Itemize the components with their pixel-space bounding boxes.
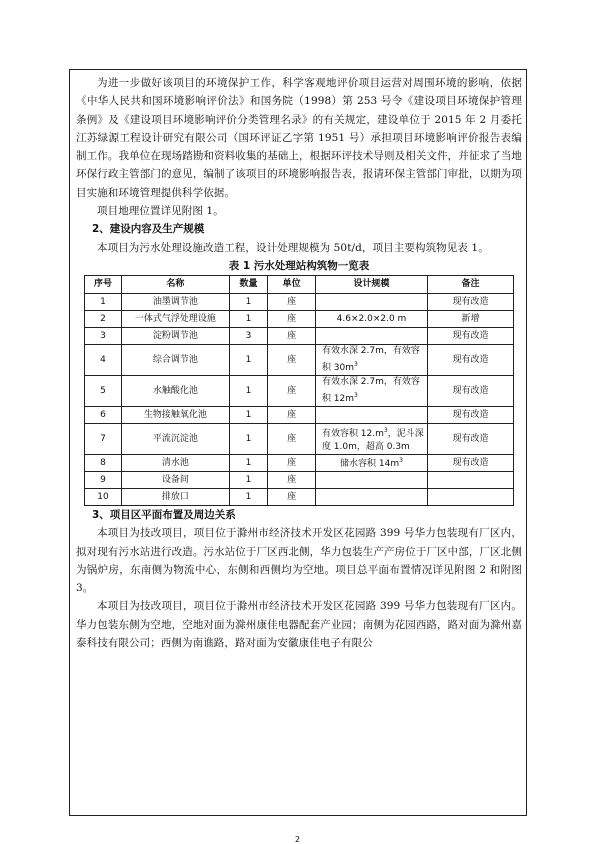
- row-unit: 座: [268, 488, 316, 505]
- row-number: 7: [85, 423, 122, 454]
- row-spec: [315, 471, 427, 488]
- row-unit: 座: [268, 327, 316, 344]
- row-number: 3: [85, 327, 122, 344]
- row-unit: 座: [268, 310, 316, 327]
- spec-text: 有效水深 2.7m，有效容积 12m: [321, 376, 420, 404]
- row-note: 新增: [428, 310, 514, 327]
- table-row: [85, 344, 514, 375]
- row-name: 水触酸化池: [121, 375, 229, 406]
- spec-superscript: 3: [399, 457, 403, 465]
- row-number: 2: [85, 310, 122, 327]
- spec-superscript: 3: [383, 426, 388, 434]
- table-row: [85, 293, 514, 310]
- surroundings-paragraph: 本项目为技改项目，项目位于滁州市经济技术开发区花园路 399 号华力包装现有厂区内。华力包装东侧为空地，空地对面为滁州康佳电器配套产业园；南侧为花园西路，路对面为滁州嘉泰科技有限公司；西侧为南谯路，路对面为安徽康佳电子有限公: [76, 600, 522, 650]
- table-row: [85, 406, 514, 423]
- location-paragraph: 项目地理位置详见附图 1。: [97, 205, 224, 218]
- spec-text: 有效水深 2.7m，有效容积 30m: [321, 345, 420, 373]
- row-qty: 1: [229, 293, 268, 310]
- intro-paragraph: 为进一步做好该项目的环境保护工作，科学客观地评价项目运营对周围环境的影响，依据《中华人民共和国环境影响评价法》和国务院（1998）第 253 号令《建设项目环境保护管理条例》及《建设项目环境影响评价分类管理名录》的有关规定，建设单位于 2015 年 2 月委托江苏绿源工程设计研究有限公司（国环评证乙字第 1951 号）承担项目环境影响评价报告表编制工作。我单位在现场踏勘和资料收集的基础上，根据环评技术导则及相关文件，并征求了当地环保行政主管部门的意见，编制了该项目的环境影响报告表，报请环保主管部门审批，以期为项目实施和环境管理提供科学依据。: [76, 77, 522, 199]
- row-qty: 1: [229, 406, 268, 423]
- row-number: 9: [85, 471, 122, 488]
- header-cell: 名称: [121, 275, 229, 293]
- row-name: 平流沉淀池: [121, 423, 229, 454]
- table-row: [85, 423, 514, 454]
- table-row: [85, 471, 514, 488]
- row-qty: 1: [229, 375, 268, 406]
- layout-paragraph: 本项目为技改项目，项目位于滁州市经济技术开发区花园路 399 号华力包装现有厂区内，拟对现有污水站进行改造。污水站位于厂区西北侧，华力包装生产产房位于厂区中部，厂区北侧为锅炉房，东南侧为物流中心，东侧和西侧均为空地。项目总平面布置情况详见附图 2 和附图 3。: [76, 527, 522, 595]
- table-row: [85, 488, 514, 505]
- row-spec: [315, 488, 427, 505]
- structures-table: [84, 275, 514, 506]
- row-name: 一体式气浮处理设施: [121, 310, 229, 327]
- row-name: 清水池: [121, 454, 229, 471]
- table-row: [85, 310, 514, 327]
- page-number: 2: [294, 835, 301, 844]
- spec-text-tail: ，泥斗深度 1.0m，超高 0.3m: [321, 428, 424, 452]
- row-note: 现有改造: [428, 423, 514, 454]
- section-heading-layout: 3、项目区平面布置及周边关系: [92, 508, 236, 521]
- table-caption: 表 1 污水处理站构筑物一览表: [228, 259, 370, 272]
- row-unit: 座: [268, 375, 316, 406]
- row-name: 淀粉调节池: [121, 327, 229, 344]
- table-row: [85, 454, 514, 471]
- table-row: [85, 327, 514, 344]
- row-name: 设备间: [121, 471, 229, 488]
- row-spec: [315, 423, 427, 454]
- header-cell: 备注: [428, 275, 514, 293]
- row-number: 6: [85, 406, 122, 423]
- row-qty: 1: [229, 344, 268, 375]
- row-spec: [315, 375, 427, 406]
- spec-text: 储水容积 14m: [340, 459, 400, 470]
- row-qty: 1: [229, 471, 268, 488]
- row-note: 现有改造: [428, 454, 514, 471]
- row-note: [428, 471, 514, 488]
- row-note: [428, 488, 514, 505]
- row-qty: 1: [229, 423, 268, 454]
- row-number: 10: [85, 488, 122, 505]
- row-unit: 座: [268, 344, 316, 375]
- row-name: 油墨调节池: [121, 293, 229, 310]
- row-note: 现有改造: [428, 375, 514, 406]
- spec-superscript: 3: [354, 360, 358, 368]
- row-number: 1: [85, 293, 122, 310]
- row-name: 排放口: [121, 488, 229, 505]
- header-cell: 数量: [229, 275, 268, 293]
- table-row: [85, 375, 514, 406]
- row-note: 现有改造: [428, 327, 514, 344]
- spec-text: 有效容积 12.m: [321, 428, 384, 439]
- row-note: 现有改造: [428, 293, 514, 310]
- row-note: 现有改造: [428, 344, 514, 375]
- row-name: 生物接触氧化池: [121, 406, 229, 423]
- row-number: 4: [85, 344, 122, 375]
- row-qty: 1: [229, 488, 268, 505]
- row-spec: [315, 293, 427, 310]
- row-unit: 座: [268, 293, 316, 310]
- row-spec: [315, 406, 427, 423]
- row-number: 5: [85, 375, 122, 406]
- row-unit: 座: [268, 423, 316, 454]
- row-qty: 1: [229, 454, 268, 471]
- section-heading-construction: 2、建设内容及生产规模: [92, 223, 205, 236]
- document-content: [76, 74, 522, 652]
- header-cell: 单位: [268, 275, 316, 293]
- row-spec: [315, 454, 427, 471]
- table-header-row: [85, 275, 514, 293]
- row-unit: 座: [268, 471, 316, 488]
- row-unit: 座: [268, 454, 316, 471]
- row-spec: [315, 344, 427, 375]
- row-number: 8: [85, 454, 122, 471]
- construction-paragraph: 本项目为污水处理设施改造工程，设计处理规模为 50t/d，项目主要构筑物见表 1。: [97, 241, 489, 254]
- row-note: 现有改造: [428, 406, 514, 423]
- row-spec: [315, 327, 427, 344]
- header-cell: 序号: [85, 275, 122, 293]
- row-unit: 座: [268, 406, 316, 423]
- row-qty: 1: [229, 310, 268, 327]
- row-name: 综合调节池: [121, 344, 229, 375]
- row-spec: 4.6×2.0×2.0 m: [315, 310, 427, 327]
- row-qty: 3: [229, 327, 268, 344]
- spec-superscript: 3: [354, 391, 358, 399]
- header-cell: 设计规模: [315, 275, 427, 293]
